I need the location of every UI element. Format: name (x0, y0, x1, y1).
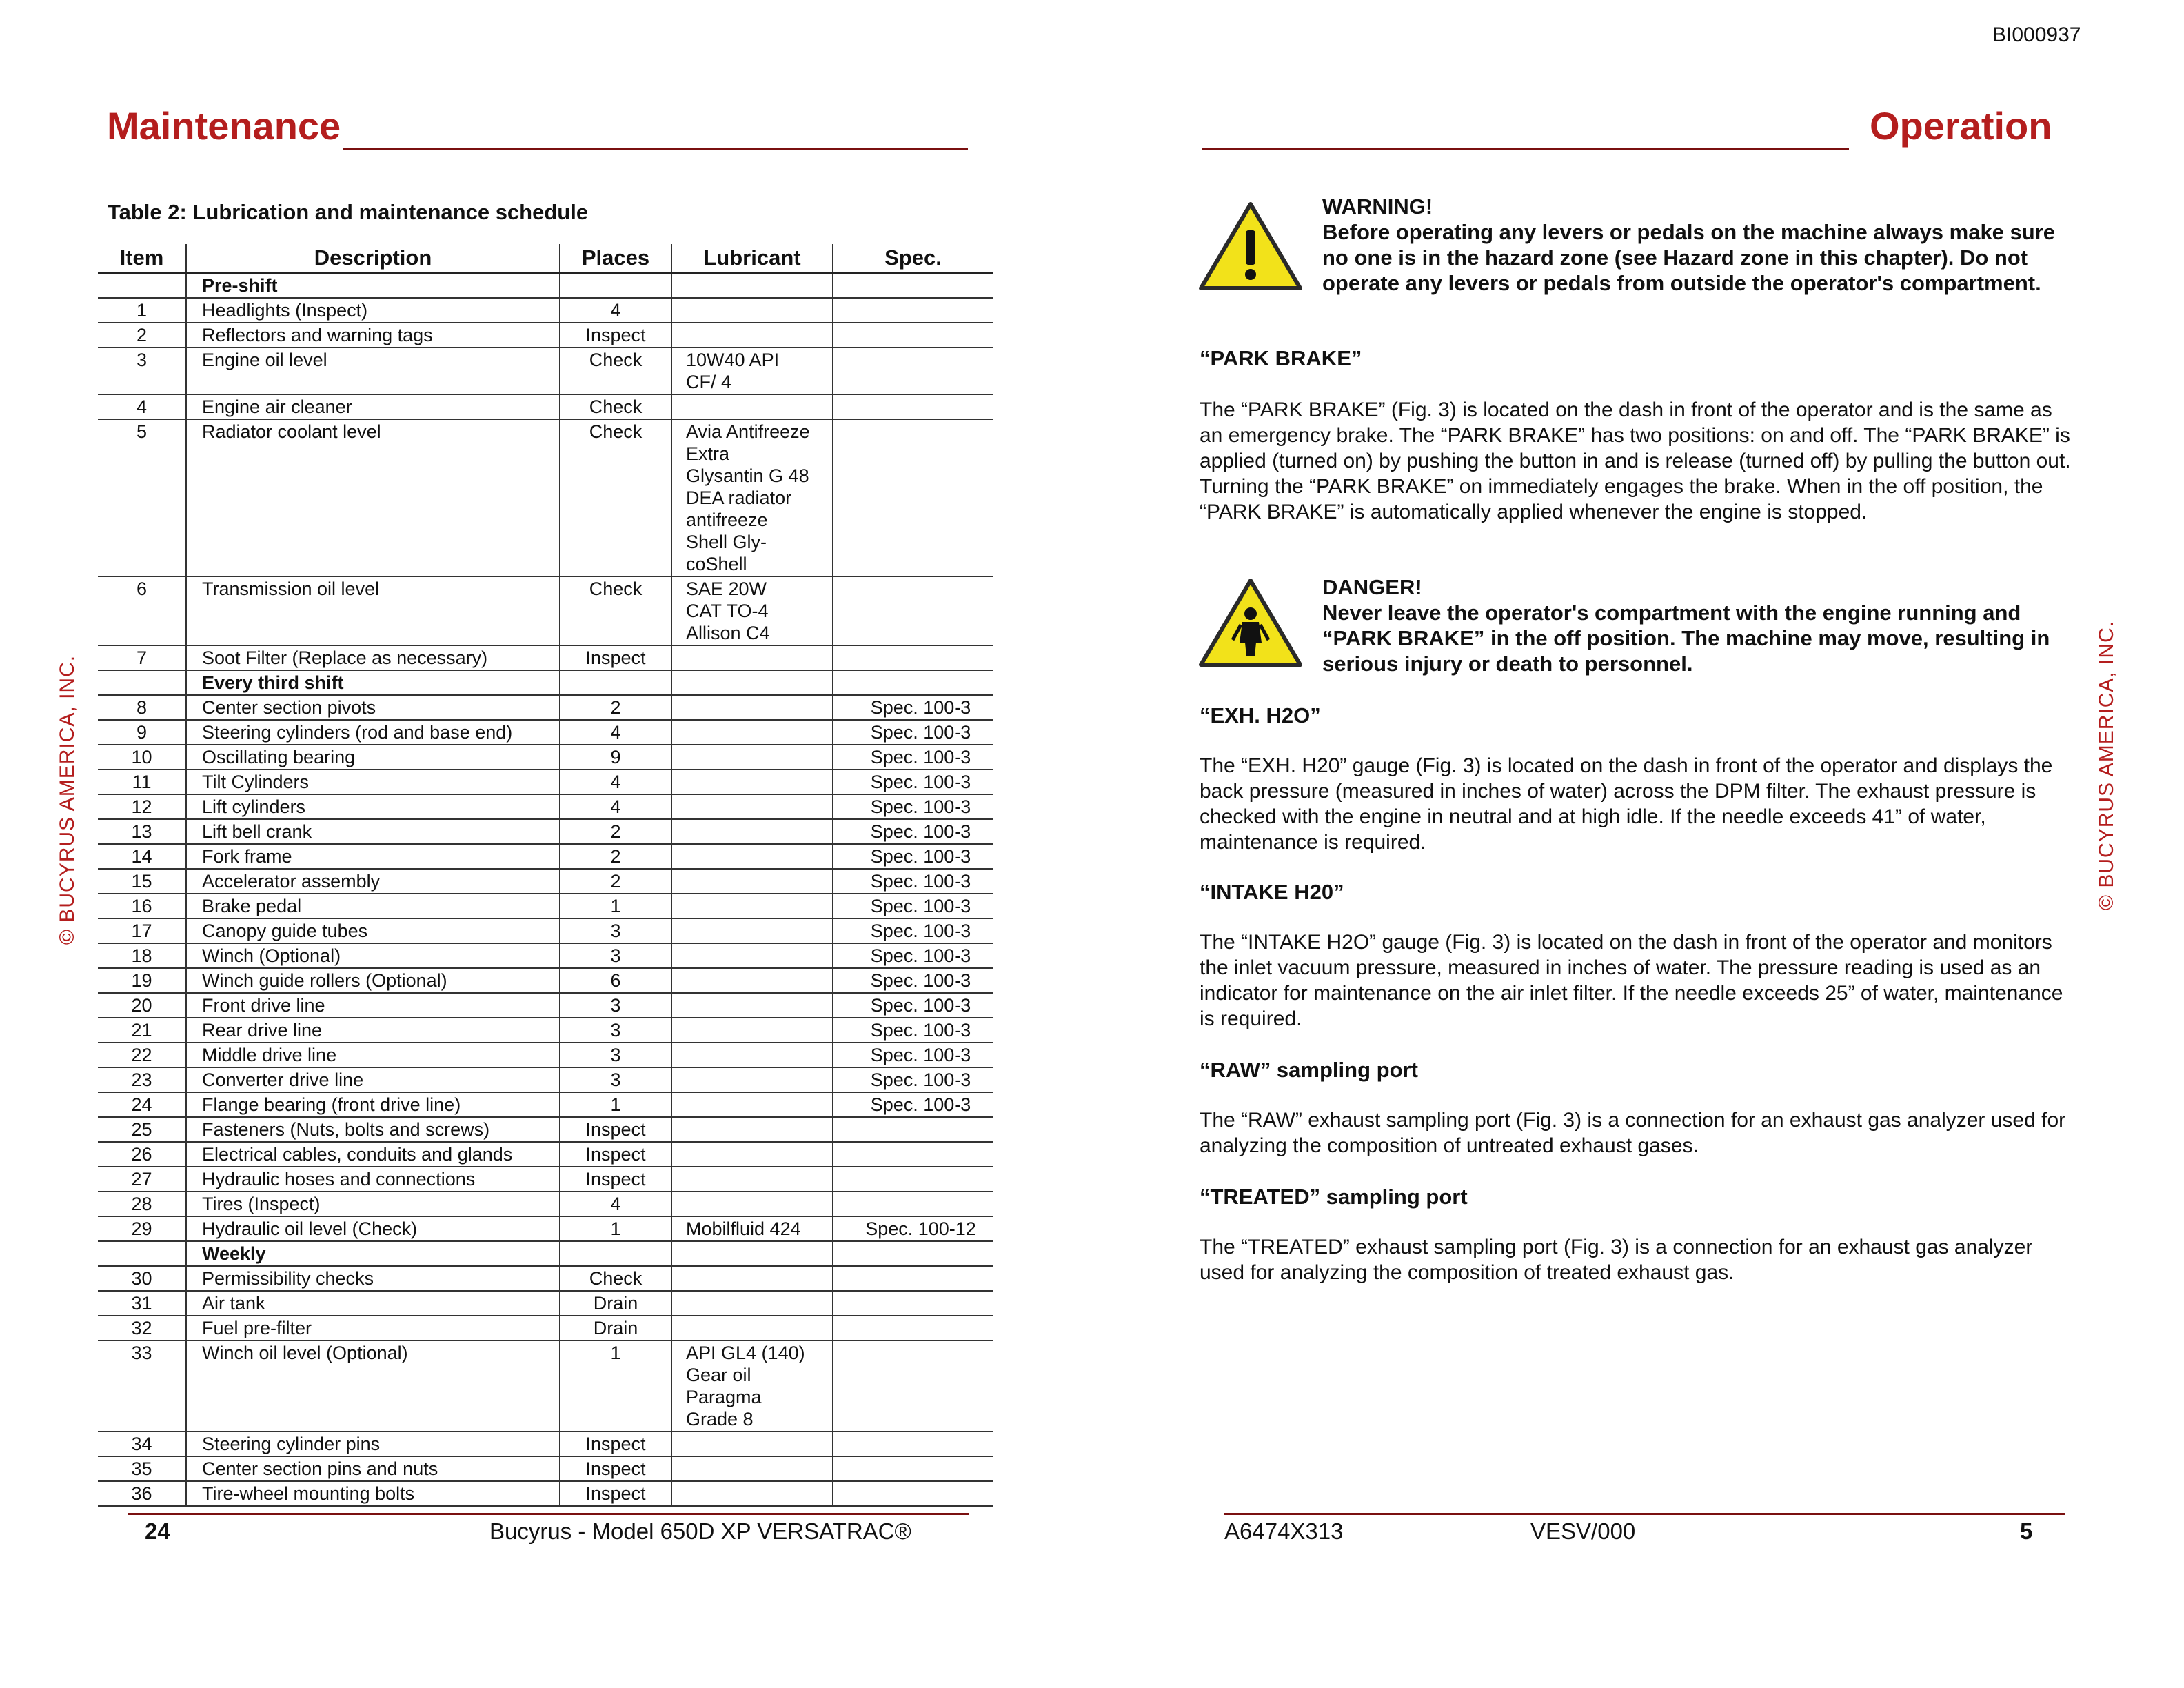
table-cell-empty (671, 1241, 833, 1266)
cell-description: Lift bell crank (186, 819, 560, 844)
cell-description: Middle drive line (186, 1043, 560, 1067)
cell-lubricant: Mobilfluid 424 (671, 1216, 833, 1241)
cell-item: 20 (98, 993, 186, 1018)
cell-places: 1 (560, 894, 671, 918)
cell-places: 3 (560, 918, 671, 943)
cell-places: Drain (560, 1291, 671, 1316)
cell-lubricant (671, 1481, 833, 1506)
cell-description: Headlights (Inspect) (186, 298, 560, 323)
cell-spec: Spec. 100-3 (833, 745, 993, 770)
cell-description: Accelerator assembly (186, 869, 560, 894)
cell-lubricant: Avia Antifreeze Extra Glysantin G 48 DEA radiator antifreeze Shell Gly- coShell (671, 419, 833, 576)
table-row (98, 1266, 993, 1291)
cell-spec (833, 1192, 993, 1216)
section-heading-raw-port: “RAW” sampling port (1200, 1058, 1418, 1082)
footer-page-number-right: 5 (2020, 1518, 2033, 1544)
cell-item: 5 (98, 419, 186, 576)
cell-spec (833, 394, 993, 419)
cell-places: 2 (560, 695, 671, 720)
column-header-places: Places (560, 244, 671, 273)
column-header-description: Description (186, 244, 560, 273)
cell-places: 3 (560, 993, 671, 1018)
table-row (98, 1092, 993, 1117)
cell-places: Inspect (560, 1167, 671, 1192)
section-label: Pre-shift (186, 273, 560, 299)
table-row (98, 869, 993, 894)
cell-spec: Spec. 100-3 (833, 993, 993, 1018)
cell-lubricant (671, 1266, 833, 1291)
cell-item: 14 (98, 844, 186, 869)
cell-spec: Spec. 100-3 (833, 844, 993, 869)
cell-lubricant (671, 869, 833, 894)
cell-lubricant (671, 1142, 833, 1167)
cell-lubricant (671, 918, 833, 943)
cell-lubricant: API GL4 (140) Gear oil Paragma Grade 8 (671, 1340, 833, 1431)
cell-item: 27 (98, 1167, 186, 1192)
cell-places: Check (560, 348, 671, 394)
table-row (98, 576, 993, 645)
cell-spec: Spec. 100-3 (833, 819, 993, 844)
cell-item: 18 (98, 943, 186, 968)
cell-lubricant (671, 968, 833, 993)
cell-item: 11 (98, 770, 186, 794)
cell-lubricant (671, 394, 833, 419)
section-text-treated-port: The “TREATED” exhaust sampling port (Fig. 3) is a connection for an exhaust gas analyzer used for analyzing the composition of treated exhaust gas. (1200, 1236, 2033, 1284)
page-header-maintenance: Maintenance (107, 104, 341, 148)
cell-spec: Spec. 100-3 (833, 720, 993, 745)
table-row (98, 298, 993, 323)
section-text-exh-h2o: The “EXH. H20” gauge (Fig. 3) is located on the dash in front of the operator and displays the back pressure (measured in inches of water) across the DPM filter. The exhaust pressure is checked with the engine in neutral and at high idle. If the needle exceeds 41” of water, maintenance is required. (1200, 754, 2053, 854)
cell-places: Check (560, 1266, 671, 1291)
cell-item: 25 (98, 1117, 186, 1142)
cell-lubricant (671, 1067, 833, 1092)
page-header-operation: Operation (1870, 104, 2052, 148)
column-header-lubricant: Lubricant (671, 244, 833, 273)
warning-text: Before operating any levers or pedals on the machine always make sure no one is in the hazard zone (see Hazard zone in this chapter). Do not operate any levers or pedals from outside the operator's compartment. (1322, 220, 2056, 295)
cell-description: Tires (Inspect) (186, 1192, 560, 1216)
cell-lubricant (671, 298, 833, 323)
cell-lubricant (671, 1316, 833, 1340)
table-section-row (98, 1241, 993, 1266)
cell-item: 33 (98, 1340, 186, 1431)
cell-description: Fuel pre-filter (186, 1316, 560, 1340)
cell-lubricant (671, 1043, 833, 1067)
cell-lubricant (671, 645, 833, 670)
cell-places: 4 (560, 298, 671, 323)
cell-places: Inspect (560, 1117, 671, 1142)
table-cell-empty (671, 273, 833, 299)
section-label: Every third shift (186, 670, 560, 695)
table-section-row (98, 273, 993, 299)
cell-description: Flange bearing (front drive line) (186, 1092, 560, 1117)
cell-description: Oscillating bearing (186, 745, 560, 770)
cell-lubricant (671, 1167, 833, 1192)
table-row (98, 720, 993, 745)
cell-places: Inspect (560, 1431, 671, 1456)
cell-places: 3 (560, 1018, 671, 1043)
cell-spec: Spec. 100-3 (833, 918, 993, 943)
cell-item: 19 (98, 968, 186, 993)
column-header-spec: Spec. (833, 244, 993, 273)
cell-description: Center section pivots (186, 695, 560, 720)
table-cell-empty (833, 1241, 993, 1266)
cell-lubricant (671, 1431, 833, 1456)
cell-places: 6 (560, 968, 671, 993)
cell-item: 32 (98, 1316, 186, 1340)
cell-lubricant (671, 745, 833, 770)
cell-description: Soot Filter (Replace as necessary) (186, 645, 560, 670)
table-row (98, 993, 993, 1018)
table-row (98, 1481, 993, 1506)
cell-item: 22 (98, 1043, 186, 1067)
cell-description: Engine air cleaner (186, 394, 560, 419)
cell-spec: Spec. 100-3 (833, 869, 993, 894)
table-row (98, 1067, 993, 1092)
cell-item: 8 (98, 695, 186, 720)
footer-model-title: Bucyrus - Model 650D XP VERSATRAC® (489, 1518, 911, 1544)
copyright-sidebar-right: © BUCYRUS AMERICA, INC. (2095, 620, 2118, 911)
danger-text: Never leave the operator's compartment with the engine running and “PARK BRAKE” in the off position. The machine may move, resulting in serious injury or death to personnel. (1322, 601, 2050, 676)
footer-rule-left (128, 1513, 969, 1515)
cell-places: 4 (560, 770, 671, 794)
table-row (98, 770, 993, 794)
lubrication-schedule-table (98, 244, 993, 1507)
cell-spec: Spec. 100-3 (833, 794, 993, 819)
table-cell-empty (98, 1241, 186, 1266)
cell-places: 4 (560, 1192, 671, 1216)
cell-description: Engine oil level (186, 348, 560, 394)
cell-description: Fork frame (186, 844, 560, 869)
cell-spec: Spec. 100-3 (833, 770, 993, 794)
cell-places: Inspect (560, 645, 671, 670)
table-row (98, 819, 993, 844)
table-row (98, 794, 993, 819)
cell-spec (833, 298, 993, 323)
cell-places: 4 (560, 720, 671, 745)
cell-places: 9 (560, 745, 671, 770)
cell-description: Winch (Optional) (186, 943, 560, 968)
danger-person-icon (1197, 576, 1304, 670)
table-row (98, 419, 993, 576)
cell-places: Check (560, 576, 671, 645)
cell-item: 10 (98, 745, 186, 770)
section-label: Weekly (186, 1241, 560, 1266)
table-row (98, 1043, 993, 1067)
cell-item: 17 (98, 918, 186, 943)
cell-spec: Spec. 100-3 (833, 968, 993, 993)
cell-description: Winch oil level (Optional) (186, 1340, 560, 1431)
cell-item: 28 (98, 1192, 186, 1216)
cell-description: Canopy guide tubes (186, 918, 560, 943)
cell-description: Hydraulic oil level (Check) (186, 1216, 560, 1241)
cell-description: Winch guide rollers (Optional) (186, 968, 560, 993)
table-header-row (98, 244, 993, 273)
cell-description: Radiator coolant level (186, 419, 560, 576)
table-cell-empty (833, 273, 993, 299)
danger-title: DANGER! (1322, 575, 1422, 599)
cell-spec: Spec. 100-3 (833, 1018, 993, 1043)
cell-places: 3 (560, 943, 671, 968)
cell-lubricant (671, 323, 833, 348)
footer-page-number-left: 24 (145, 1518, 170, 1544)
cell-lubricant (671, 894, 833, 918)
section-heading-exh-h2o: “EXH. H2O” (1200, 703, 1321, 727)
table-row (98, 323, 993, 348)
table-cell-empty (671, 670, 833, 695)
table-row (98, 1142, 993, 1167)
cell-places: Inspect (560, 1481, 671, 1506)
cell-item: 7 (98, 645, 186, 670)
cell-lubricant (671, 1456, 833, 1481)
cell-description: Hydraulic hoses and connections (186, 1167, 560, 1192)
cell-item: 21 (98, 1018, 186, 1043)
table-row (98, 1167, 993, 1192)
table-section-row (98, 670, 993, 695)
cell-item: 6 (98, 576, 186, 645)
table-row (98, 1456, 993, 1481)
section-text-intake-h20: The “INTAKE H2O” gauge (Fig. 3) is located on the dash in front of the operator and monitors the inlet vacuum pressure, measured in inches of water. The pressure reading is used as an indicator for maintenance on the air inlet filter. If the needle exceeds 25” of water, maintenance is required. (1200, 931, 2063, 1030)
header-rule-right (1202, 148, 1849, 150)
cell-item: 2 (98, 323, 186, 348)
cell-lubricant (671, 1018, 833, 1043)
cell-description: Permissibility checks (186, 1266, 560, 1291)
cell-lubricant (671, 695, 833, 720)
cell-spec (833, 645, 993, 670)
cell-spec: Spec. 100-3 (833, 1092, 993, 1117)
cell-item: 30 (98, 1266, 186, 1291)
cell-item: 4 (98, 394, 186, 419)
cell-places: 3 (560, 1067, 671, 1092)
cell-places: 2 (560, 844, 671, 869)
footer-revision: VESV/000 (1530, 1518, 1636, 1544)
section-text-park-brake: The “PARK BRAKE” (Fig. 3) is located on the dash in front of the operator and is the same as an emergency brake. The “PARK BRAKE” has two positions: on and off. The “PARK BRAKE” is applied (turned on) by pushing the button in and is release (turned off) by pulling the button out. Turning the “PARK BRAKE” on immediately engages the brake. When in the off position, the “PARK BRAKE” is automatically applied whenever the engine is stopped. (1200, 399, 2071, 523)
table-cell-empty (560, 1241, 671, 1266)
cell-places: 1 (560, 1340, 671, 1431)
cell-spec (833, 323, 993, 348)
cell-description: Tire-wheel mounting bolts (186, 1481, 560, 1506)
cell-item: 12 (98, 794, 186, 819)
section-heading-intake-h20: “INTAKE H20” (1200, 880, 1344, 904)
cell-spec (833, 1266, 993, 1291)
cell-spec (833, 1117, 993, 1142)
table-row (98, 645, 993, 670)
cell-spec (833, 1291, 993, 1316)
cell-item: 23 (98, 1067, 186, 1092)
table-cell-empty (833, 670, 993, 695)
cell-item: 13 (98, 819, 186, 844)
cell-description: Rear drive line (186, 1018, 560, 1043)
cell-spec (833, 348, 993, 394)
cell-item: 15 (98, 869, 186, 894)
table-row (98, 968, 993, 993)
table-row (98, 1117, 993, 1142)
table-row (98, 394, 993, 419)
cell-places: Inspect (560, 323, 671, 348)
cell-places: Drain (560, 1316, 671, 1340)
table-row (98, 745, 993, 770)
table-cell-empty (560, 670, 671, 695)
cell-description: Tilt Cylinders (186, 770, 560, 794)
section-heading-treated-port: “TREATED” sampling port (1200, 1185, 1468, 1209)
cell-places: 4 (560, 794, 671, 819)
cell-places: 3 (560, 1043, 671, 1067)
cell-lubricant (671, 1117, 833, 1142)
cell-item: 29 (98, 1216, 186, 1241)
cell-item: 31 (98, 1291, 186, 1316)
cell-places: Inspect (560, 1456, 671, 1481)
cell-item: 26 (98, 1142, 186, 1167)
cell-spec: Spec. 100-3 (833, 894, 993, 918)
cell-lubricant: 10W40 API CF/ 4 (671, 348, 833, 394)
cell-places: 1 (560, 1216, 671, 1241)
cell-description: Fasteners (Nuts, bolts and screws) (186, 1117, 560, 1142)
cell-places: 2 (560, 869, 671, 894)
footer-rule-right (1224, 1513, 2065, 1515)
table-row (98, 844, 993, 869)
cell-lubricant (671, 794, 833, 819)
table-row (98, 894, 993, 918)
cell-item: 34 (98, 1431, 186, 1456)
cell-lubricant (671, 720, 833, 745)
cell-spec (833, 1456, 993, 1481)
cell-item: 35 (98, 1456, 186, 1481)
cell-description: Steering cylinder pins (186, 1431, 560, 1456)
cell-places: 2 (560, 819, 671, 844)
cell-lubricant (671, 1092, 833, 1117)
cell-item: 1 (98, 298, 186, 323)
cell-spec: Spec. 100-12 (833, 1216, 993, 1241)
table-row (98, 1316, 993, 1340)
cell-description: Lift cylinders (186, 794, 560, 819)
cell-spec (833, 576, 993, 645)
cell-lubricant (671, 844, 833, 869)
cell-spec (833, 419, 993, 576)
table-row (98, 348, 993, 394)
section-text-raw-port: The “RAW” exhaust sampling port (Fig. 3) is a connection for an exhaust gas analyzer used for analyzing the composition of untreated exhaust gases. (1200, 1109, 2066, 1157)
cell-description: Steering cylinders (rod and base end) (186, 720, 560, 745)
cell-item: 3 (98, 348, 186, 394)
table-row (98, 695, 993, 720)
table-row (98, 1192, 993, 1216)
cell-spec (833, 1316, 993, 1340)
table-row (98, 1216, 993, 1241)
cell-lubricant (671, 770, 833, 794)
cell-description: Converter drive line (186, 1067, 560, 1092)
table-row (98, 1018, 993, 1043)
cell-item: 24 (98, 1092, 186, 1117)
cell-spec (833, 1340, 993, 1431)
table-cell-empty (560, 273, 671, 299)
table-row (98, 1431, 993, 1456)
table-cell-empty (98, 273, 186, 299)
column-header-item: Item (98, 244, 186, 273)
cell-spec (833, 1167, 993, 1192)
cell-spec (833, 1431, 993, 1456)
cell-lubricant (671, 1291, 833, 1316)
cell-spec (833, 1481, 993, 1506)
cell-description: Brake pedal (186, 894, 560, 918)
cell-description: Front drive line (186, 993, 560, 1018)
table-row (98, 943, 993, 968)
cell-lubricant (671, 1192, 833, 1216)
cell-description: Transmission oil level (186, 576, 560, 645)
table-row (98, 1291, 993, 1316)
cell-item: 16 (98, 894, 186, 918)
cell-places: Inspect (560, 1142, 671, 1167)
cell-description: Reflectors and warning tags (186, 323, 560, 348)
cell-description: Electrical cables, conduits and glands (186, 1142, 560, 1167)
cell-item: 9 (98, 720, 186, 745)
header-rule-left (343, 148, 968, 150)
cell-spec: Spec. 100-3 (833, 943, 993, 968)
cell-spec (833, 1142, 993, 1167)
footer-doc-code: A6474X313 (1224, 1518, 1344, 1544)
document-id: BI000937 (1992, 23, 2081, 46)
cell-lubricant (671, 993, 833, 1018)
cell-spec: Spec. 100-3 (833, 695, 993, 720)
cell-places: 1 (560, 1092, 671, 1117)
cell-description: Center section pins and nuts (186, 1456, 560, 1481)
cell-lubricant (671, 819, 833, 844)
cell-item: 36 (98, 1481, 186, 1506)
table-row (98, 1340, 993, 1431)
table-row (98, 918, 993, 943)
cell-lubricant (671, 943, 833, 968)
table-cell-empty (98, 670, 186, 695)
copyright-sidebar-left: © BUCYRUS AMERICA, INC. (56, 654, 79, 945)
cell-description: Air tank (186, 1291, 560, 1316)
warning-title: WARNING! (1322, 194, 1433, 219)
cell-lubricant: SAE 20W CAT TO-4 Allison C4 (671, 576, 833, 645)
cell-spec: Spec. 100-3 (833, 1043, 993, 1067)
warning-triangle-icon (1197, 200, 1304, 294)
table-caption: Table 2: Lubrication and maintenance schedule (108, 200, 589, 224)
cell-spec: Spec. 100-3 (833, 1067, 993, 1092)
cell-places: Check (560, 394, 671, 419)
section-heading-park-brake: “PARK BRAKE” (1200, 346, 1362, 370)
cell-places: Check (560, 419, 671, 576)
